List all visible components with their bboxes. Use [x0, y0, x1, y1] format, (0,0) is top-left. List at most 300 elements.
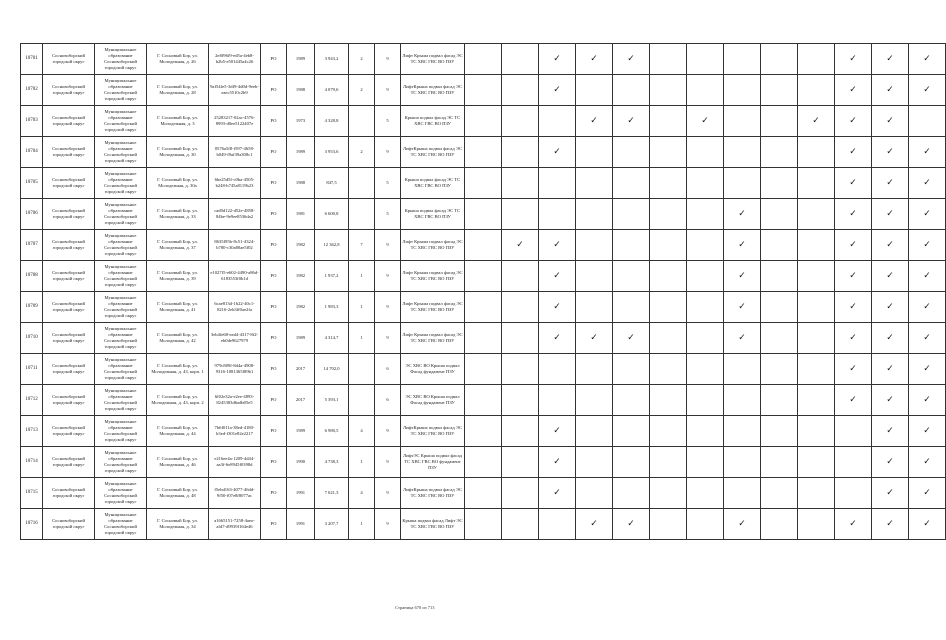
work-check-cell: [576, 168, 613, 199]
work-check-cell: [465, 230, 502, 261]
address-cell: Г. Сосновый Бор, ул. Молодежная, д. 46: [147, 447, 209, 478]
row-id: 10714: [21, 447, 43, 478]
district-cell: Сосновоборский городской округ: [43, 509, 95, 540]
work-check-cell: [835, 75, 872, 106]
work-check-cell: [539, 478, 576, 509]
house-code-cell: 6cae813d-1622-40c1-8216-2eb3ff0ae2fa: [209, 292, 261, 323]
check-icon: ✓: [923, 239, 931, 250]
work-check-cell: [687, 261, 724, 292]
works-cell: ЭС ХВС ВО Крыша подвал Фасад фундамент ПЗУ: [401, 385, 465, 416]
check-icon: ✓: [738, 518, 746, 529]
work-check-cell: [835, 354, 872, 385]
area-cell: 4 079,6: [315, 75, 349, 106]
area-cell: 12 362,8: [315, 230, 349, 261]
work-check-cell: [909, 44, 946, 75]
district-cell: Сосновоборский городской округ: [43, 230, 95, 261]
works-cell: Крыша подвал фасад Лифт ЭС ТС ХВС ГВС ВО ПЗУ: [401, 509, 465, 540]
works-cell: Лифт Крыша подвал фасад ЭС ТС ХВС ГВС ВО ПЗУ: [401, 261, 465, 292]
work-check-cell: [613, 261, 650, 292]
work-check-cell: [539, 323, 576, 354]
work-check-cell: [650, 354, 687, 385]
work-check-cell: [687, 168, 724, 199]
address-cell: Г. Сосновый Бор, ул. Молодежная, д. 28: [147, 75, 209, 106]
check-icon: ✓: [886, 270, 894, 281]
work-check-cell: [724, 230, 761, 261]
work-check-cell: [465, 44, 502, 75]
work-check-cell: [465, 416, 502, 447]
count-a-cell: [349, 168, 375, 199]
work-check-cell: [798, 106, 835, 137]
work-check-cell: [650, 137, 687, 168]
work-check-cell: [798, 323, 835, 354]
municipality-cell: Муниципальное образование Сосновоборский городской округ: [95, 292, 147, 323]
table-row: [21, 199, 946, 230]
check-icon: ✓: [590, 53, 598, 64]
check-icon: ✓: [886, 456, 894, 467]
address-cell: Г. Сосновый Бор, ул. Молодежная, д. 33: [147, 199, 209, 230]
work-check-cell: [539, 385, 576, 416]
work-check-cell: [613, 44, 650, 75]
address-cell: Г. Сосновый Бор, ул. Молодежная, д. 41: [147, 292, 209, 323]
work-check-cell: [909, 168, 946, 199]
work-check-cell: [835, 509, 872, 540]
work-check-cell: [687, 137, 724, 168]
work-check-cell: [835, 385, 872, 416]
work-check-cell: [576, 292, 613, 323]
check-icon: ✓: [923, 84, 931, 95]
municipality-cell: Муниципальное образование Сосновоборский городской округ: [95, 509, 147, 540]
row-id: 10704: [21, 137, 43, 168]
work-check-cell: [502, 292, 539, 323]
work-check-cell: [798, 509, 835, 540]
year-cell: 1989: [287, 137, 315, 168]
check-icon: ✓: [923, 146, 931, 157]
work-check-cell: [872, 478, 909, 509]
work-check-cell: [502, 261, 539, 292]
year-cell: 1990: [287, 447, 315, 478]
count-a-cell: 2: [349, 137, 375, 168]
row-id: 10705: [21, 168, 43, 199]
work-check-cell: [539, 106, 576, 137]
year-cell: 1988: [287, 168, 315, 199]
work-check-cell: [798, 385, 835, 416]
work-check-cell: [798, 292, 835, 323]
check-icon: ✓: [923, 363, 931, 374]
work-check-cell: [761, 478, 798, 509]
work-check-cell: [613, 137, 650, 168]
work-check-cell: [502, 323, 539, 354]
type-cell: РО: [261, 75, 287, 106]
work-check-cell: [465, 292, 502, 323]
floors-cell: 9: [375, 44, 401, 75]
year-cell: 1981: [287, 199, 315, 230]
check-icon: ✓: [886, 208, 894, 219]
work-check-cell: [613, 509, 650, 540]
work-check-cell: [576, 509, 613, 540]
work-check-cell: [576, 354, 613, 385]
work-check-cell: [724, 354, 761, 385]
row-id: 10709: [21, 292, 43, 323]
page-footer: Страница 670 из 713: [395, 605, 435, 610]
check-icon: ✓: [627, 518, 635, 529]
work-check-cell: [576, 416, 613, 447]
area-cell: 4 738,3: [315, 447, 349, 478]
address-cell: Г. Сосновый Бор, ул. Молодежная, д. 26: [147, 44, 209, 75]
check-icon: ✓: [923, 394, 931, 405]
check-icon: ✓: [516, 239, 524, 250]
floors-cell: 9: [375, 137, 401, 168]
work-check-cell: [687, 292, 724, 323]
work-check-cell: [761, 168, 798, 199]
check-icon: ✓: [849, 270, 857, 281]
check-icon: ✓: [849, 115, 857, 126]
check-icon: ✓: [886, 177, 894, 188]
works-cell: ЛифтКрыша подвал фасад ЭС ТС ХВС ГВС ВО ПЗУ: [401, 416, 465, 447]
work-check-cell: [872, 230, 909, 261]
type-cell: РО: [261, 261, 287, 292]
floors-cell: 9: [375, 292, 401, 323]
type-cell: РО: [261, 447, 287, 478]
work-check-cell: [872, 354, 909, 385]
year-cell: 1989: [287, 323, 315, 354]
work-check-cell: [613, 447, 650, 478]
work-check-cell: [835, 447, 872, 478]
work-check-cell: [539, 354, 576, 385]
work-check-cell: [761, 137, 798, 168]
municipality-cell: Муниципальное образование Сосновоборский городской округ: [95, 447, 147, 478]
area-cell: 1 983,3: [315, 292, 349, 323]
check-icon: ✓: [886, 332, 894, 343]
count-a-cell: [349, 354, 375, 385]
work-check-cell: [650, 75, 687, 106]
work-check-cell: [872, 137, 909, 168]
count-a-cell: 1: [349, 447, 375, 478]
work-check-cell: [835, 230, 872, 261]
work-check-cell: [465, 447, 502, 478]
row-id: 10716: [21, 509, 43, 540]
work-check-cell: [465, 106, 502, 137]
work-check-cell: [835, 416, 872, 447]
work-check-cell: [650, 478, 687, 509]
type-cell: РО: [261, 168, 287, 199]
check-icon: ✓: [923, 425, 931, 436]
table-row: [21, 416, 946, 447]
works-cell: Крыша подвал фасад ЭС ТС ХВС ГВС ВО ПЗУ: [401, 106, 465, 137]
check-icon: ✓: [886, 239, 894, 250]
work-check-cell: [761, 292, 798, 323]
work-check-cell: [576, 137, 613, 168]
work-check-cell: [872, 416, 909, 447]
table-row: [21, 354, 946, 385]
area-cell: 5 393,1: [315, 385, 349, 416]
work-check-cell: [835, 137, 872, 168]
area-cell: 4 328,8: [315, 106, 349, 137]
check-icon: ✓: [738, 239, 746, 250]
district-cell: Сосновоборский городской округ: [43, 75, 95, 106]
area-cell: 6 980,5: [315, 416, 349, 447]
work-check-cell: [502, 478, 539, 509]
district-cell: Сосновоборский городской округ: [43, 106, 95, 137]
municipality-cell: Муниципальное образование Сосновоборский городской округ: [95, 75, 147, 106]
work-check-cell: [502, 75, 539, 106]
work-check-cell: [687, 75, 724, 106]
check-icon: ✓: [701, 115, 709, 126]
work-check-cell: [761, 261, 798, 292]
district-cell: Сосновоборский городской округ: [43, 447, 95, 478]
work-check-cell: [502, 137, 539, 168]
work-check-cell: [502, 44, 539, 75]
work-check-cell: [724, 44, 761, 75]
work-check-cell: [576, 230, 613, 261]
check-icon: ✓: [849, 518, 857, 529]
works-cell: Крыша подвал фасад ЭС ТС ХВС ГВС ВО ПЗУ: [401, 199, 465, 230]
row-id: 10708: [21, 261, 43, 292]
row-id: 10707: [21, 230, 43, 261]
work-check-cell: [798, 199, 835, 230]
works-cell: ЛифтКрыша подвал фасад ЭС ТС ХВС ГВС ВО ПЗУ: [401, 137, 465, 168]
works-cell: ЛифтКрыша подвал фасад ЭС ТС ХВС ГВС ВО ПЗУ: [401, 75, 465, 106]
work-check-cell: [650, 292, 687, 323]
house-code-cell: 6f02e32a-e2ee-4893-8245383d6adb05e5: [209, 385, 261, 416]
area-cell: 7 021,3: [315, 478, 349, 509]
work-check-cell: [798, 168, 835, 199]
table-row: [21, 75, 946, 106]
work-check-cell: [835, 323, 872, 354]
work-check-cell: [613, 416, 650, 447]
work-check-cell: [502, 447, 539, 478]
work-check-cell: [798, 261, 835, 292]
row-id: 10702: [21, 75, 43, 106]
year-cell: 1982: [287, 261, 315, 292]
work-check-cell: [872, 44, 909, 75]
district-cell: Сосновоборский городской округ: [43, 416, 95, 447]
municipality-cell: Муниципальное образование Сосновоборский городской округ: [95, 385, 147, 416]
year-cell: 1973: [287, 106, 315, 137]
check-icon: ✓: [590, 115, 598, 126]
row-id: 10703: [21, 106, 43, 137]
address-cell: Г. Сосновый Бор, ул. Молодежная, д. 3: [147, 106, 209, 137]
row-id: 10711: [21, 354, 43, 385]
check-icon: ✓: [849, 332, 857, 343]
work-check-cell: [872, 323, 909, 354]
check-icon: ✓: [886, 363, 894, 374]
address-cell: Г. Сосновый Бор, ул. Молодежная, д. 30а: [147, 168, 209, 199]
work-check-cell: [613, 106, 650, 137]
year-cell: 2017: [287, 385, 315, 416]
check-icon: ✓: [553, 487, 561, 498]
work-check-cell: [687, 199, 724, 230]
work-check-cell: [687, 230, 724, 261]
work-check-cell: [539, 137, 576, 168]
work-check-cell: [724, 199, 761, 230]
work-check-cell: [724, 168, 761, 199]
floors-cell: 9: [375, 447, 401, 478]
check-icon: ✓: [849, 301, 857, 312]
municipality-cell: Муниципальное образование Сосновоборский городской округ: [95, 416, 147, 447]
check-icon: ✓: [923, 456, 931, 467]
check-icon: ✓: [849, 146, 857, 157]
work-check-cell: [687, 354, 724, 385]
work-check-cell: [909, 75, 946, 106]
work-check-cell: [465, 478, 502, 509]
count-a-cell: 2: [349, 44, 375, 75]
check-icon: ✓: [886, 301, 894, 312]
work-check-cell: [502, 354, 539, 385]
work-check-cell: [502, 230, 539, 261]
work-check-cell: [909, 199, 946, 230]
house-code-cell: 979c809f-8d4a-4908-9316-1081365f89b1: [209, 354, 261, 385]
table-row: [21, 137, 946, 168]
works-cell: Лифт Крыша подвал фасад ЭС ТС ХВС ГВС ВО ПЗУ: [401, 292, 465, 323]
municipality-cell: Муниципальное образование Сосновоборский городской округ: [95, 137, 147, 168]
work-check-cell: [465, 323, 502, 354]
work-check-cell: [798, 478, 835, 509]
work-check-cell: [909, 137, 946, 168]
house-code-cell: 6be25d5f-c0ba-4505-b248-b745a8119b23: [209, 168, 261, 199]
works-cell: Крыша подвал фасад ЭС ТС ХВС ГВС ВО ПЗУ: [401, 168, 465, 199]
table-row: [21, 292, 946, 323]
house-code-cell: 3eb4fe68-ead4-4317-8f2-eb0de9627979: [209, 323, 261, 354]
count-a-cell: 1: [349, 509, 375, 540]
work-check-cell: [687, 323, 724, 354]
check-icon: ✓: [923, 177, 931, 188]
floors-cell: 9: [375, 323, 401, 354]
work-check-cell: [576, 44, 613, 75]
work-check-cell: [613, 199, 650, 230]
work-check-cell: [724, 323, 761, 354]
municipality-cell: Муниципальное образование Сосновоборский городской округ: [95, 261, 147, 292]
work-check-cell: [650, 44, 687, 75]
check-icon: ✓: [812, 115, 820, 126]
work-check-cell: [798, 354, 835, 385]
work-check-cell: [465, 168, 502, 199]
check-icon: ✓: [923, 518, 931, 529]
check-icon: ✓: [553, 270, 561, 281]
work-check-cell: [798, 44, 835, 75]
work-check-cell: [576, 199, 613, 230]
address-cell: Г. Сосновый Бор, ул. Молодежная, д. 39: [147, 261, 209, 292]
check-icon: ✓: [738, 208, 746, 219]
work-check-cell: [872, 385, 909, 416]
check-icon: ✓: [590, 518, 598, 529]
work-check-cell: [687, 385, 724, 416]
work-check-cell: [502, 416, 539, 447]
work-check-cell: [872, 75, 909, 106]
work-check-cell: [872, 447, 909, 478]
table-row: [21, 106, 946, 137]
house-code-cell: e1027f5-e602-4490-a86d-6183553f0b1d: [209, 261, 261, 292]
work-check-cell: [613, 230, 650, 261]
district-cell: Сосновоборский городской округ: [43, 168, 95, 199]
address-cell: Г. Сосновый Бор, ул. Молодежная, д. 43, корп. 1: [147, 354, 209, 385]
type-cell: РО: [261, 137, 287, 168]
type-cell: РО: [261, 509, 287, 540]
check-icon: ✓: [886, 53, 894, 64]
count-a-cell: [349, 385, 375, 416]
count-a-cell: 4: [349, 478, 375, 509]
type-cell: РО: [261, 385, 287, 416]
area-cell: 1 937,2: [315, 261, 349, 292]
work-check-cell: [465, 199, 502, 230]
work-check-cell: [724, 447, 761, 478]
type-cell: РО: [261, 230, 287, 261]
work-check-cell: [613, 478, 650, 509]
floors-cell: 5: [375, 199, 401, 230]
work-check-cell: [909, 385, 946, 416]
work-check-cell: [613, 168, 650, 199]
type-cell: РО: [261, 416, 287, 447]
work-check-cell: [502, 385, 539, 416]
municipality-cell: Муниципальное образование Сосновоборский городской округ: [95, 44, 147, 75]
house-code-cell: e216ee4a-1209-4d44-aa3f-6e8945f0398d: [209, 447, 261, 478]
area-cell: 3 953,6: [315, 137, 349, 168]
work-check-cell: [650, 509, 687, 540]
year-cell: 1991: [287, 509, 315, 540]
area-cell: 6 600,8: [315, 199, 349, 230]
check-icon: ✓: [923, 53, 931, 64]
house-code-cell: 9af54fe5-3df9-4d0d-9eeb-eaec5510c2b9: [209, 75, 261, 106]
works-cell: Лифт Крыша подвал фасад ЭС ТС ХВС ГВС ВО ПЗУ: [401, 230, 465, 261]
work-check-cell: [909, 323, 946, 354]
work-check-cell: [724, 509, 761, 540]
work-check-cell: [650, 230, 687, 261]
check-icon: ✓: [886, 115, 894, 126]
district-cell: Сосновоборский городской округ: [43, 44, 95, 75]
area-cell: 14 702,0: [315, 354, 349, 385]
work-check-cell: [909, 447, 946, 478]
floors-cell: 9: [375, 75, 401, 106]
work-check-cell: [650, 447, 687, 478]
work-check-cell: [650, 106, 687, 137]
work-check-cell: [909, 354, 946, 385]
work-check-cell: [724, 137, 761, 168]
works-cell: ЛифтЭС Крыша подвал фасад ТС ХВС ГВС ВО фундамент ПЗУ: [401, 447, 465, 478]
house-code-cell: cad0d122-d52e-4858-84be-9e9ee8536da2: [209, 199, 261, 230]
type-cell: РО: [261, 354, 287, 385]
work-check-cell: [724, 292, 761, 323]
check-icon: ✓: [849, 53, 857, 64]
year-cell: 1989: [287, 44, 315, 75]
check-icon: ✓: [738, 332, 746, 343]
work-check-cell: [872, 106, 909, 137]
check-icon: ✓: [886, 487, 894, 498]
work-check-cell: [539, 292, 576, 323]
work-check-cell: [872, 261, 909, 292]
work-check-cell: [502, 199, 539, 230]
type-cell: РО: [261, 323, 287, 354]
area-cell: 4 314,7: [315, 323, 349, 354]
floors-cell: 9: [375, 416, 401, 447]
municipality-cell: Муниципальное образование Сосновоборский городской округ: [95, 230, 147, 261]
work-check-cell: [761, 509, 798, 540]
check-icon: ✓: [923, 487, 931, 498]
works-cell: ЛифтКрыша подвал фасад ЭС ТС ХВС ГВС ВО ПЗУ: [401, 478, 465, 509]
check-icon: ✓: [923, 270, 931, 281]
work-check-cell: [650, 168, 687, 199]
type-cell: РО: [261, 478, 287, 509]
work-check-cell: [465, 137, 502, 168]
work-check-cell: [798, 75, 835, 106]
work-check-cell: [872, 292, 909, 323]
municipality-cell: Муниципальное образование Сосновоборский городской округ: [95, 323, 147, 354]
check-icon: ✓: [849, 394, 857, 405]
work-check-cell: [576, 447, 613, 478]
work-check-cell: [539, 199, 576, 230]
work-check-cell: [576, 323, 613, 354]
municipality-cell: Муниципальное образование Сосновоборский городской округ: [95, 106, 147, 137]
check-icon: ✓: [923, 208, 931, 219]
count-a-cell: [349, 106, 375, 137]
